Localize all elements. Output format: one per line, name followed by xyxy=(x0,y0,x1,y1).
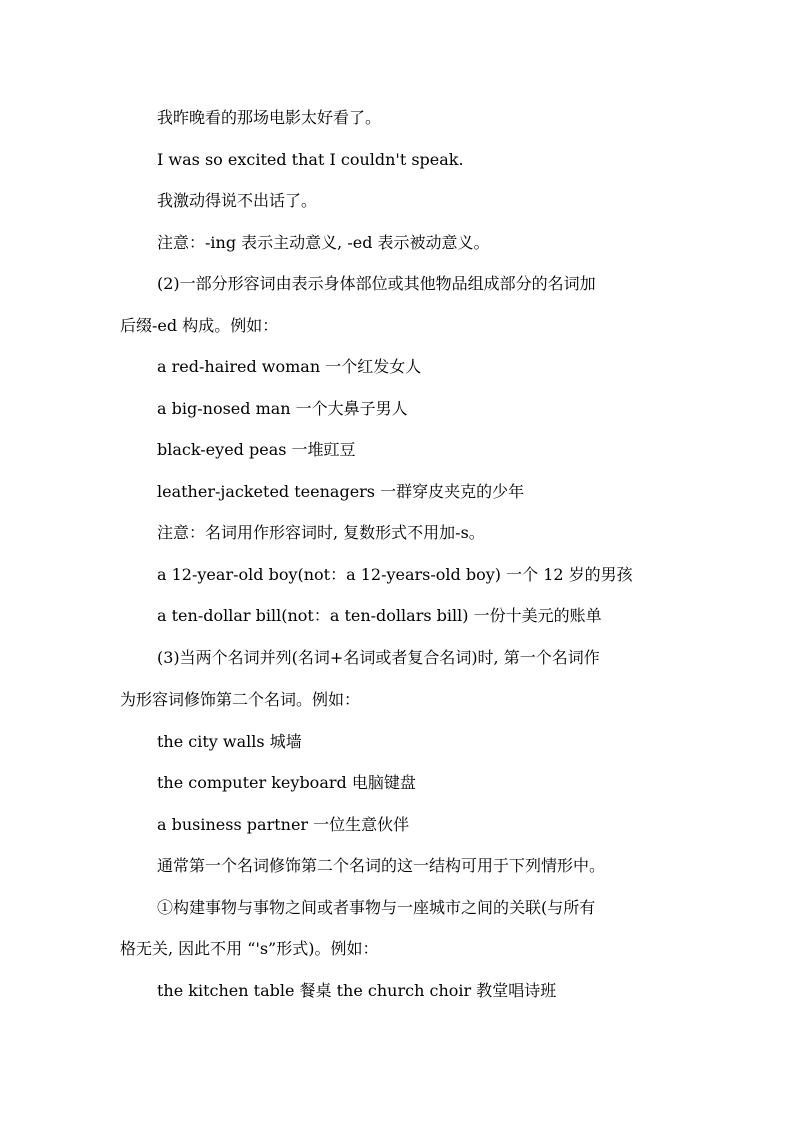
note-line: 注意：名词用作形容词时, 复数形式不用加-s。 xyxy=(157,523,485,542)
text-line: 我昨晚看的那场电影太好看了。 xyxy=(157,108,382,127)
example-line: black-eyed peas 一堆豇豆 xyxy=(157,440,356,459)
list-item-heading: ①构建事物与事物之间或者事物与一座城市之间的关联(与所有 xyxy=(157,898,596,917)
text-line: 格无关, 因此不用 “'s”形式)。例如： xyxy=(120,939,379,958)
example-line: a 12-year-old boy(not：a 12-years-old boy) 一个 12 岁的男孩 xyxy=(157,565,633,584)
example-line: leather-jacketed teenagers 一群穿皮夹克的少年 xyxy=(157,482,525,501)
example-line: a business partner 一位生意伙伴 xyxy=(157,815,410,834)
example-line: a big-nosed man 一个大鼻子男人 xyxy=(157,399,408,418)
section-heading: (3)当两个名词并列(名词+名词或者复合名词)时, 第一个名词作 xyxy=(157,648,600,667)
note-line: 注意：-ing 表示主动意义, -ed 表示被动意义。 xyxy=(157,233,490,252)
text-line: I was so excited that I couldn't speak. xyxy=(157,150,464,169)
example-line: the computer keyboard 电脑键盘 xyxy=(157,773,416,792)
text-line: 我激动得说不出话了。 xyxy=(157,191,318,210)
example-line: the city walls 城墙 xyxy=(157,732,302,751)
example-line: the kitchen table 餐桌 the church choir 教堂唱诗班 xyxy=(157,981,557,1000)
text-line: 后缀-ed 构成。例如： xyxy=(120,316,279,335)
example-line: a ten-dollar bill(not：a ten-dollars bill) 一份十美元的账单 xyxy=(157,606,602,625)
text-line: 通常第一个名词修饰第二个名词的这一结构可用于下列情形中。 xyxy=(157,856,606,875)
section-heading: (2)一部分形容词由表示身体部位或其他物品组成部分的名词加 xyxy=(157,274,596,293)
text-line: 为形容词修饰第二个名词。例如： xyxy=(120,690,361,709)
example-line: a red-haired woman 一个红发女人 xyxy=(157,357,422,376)
